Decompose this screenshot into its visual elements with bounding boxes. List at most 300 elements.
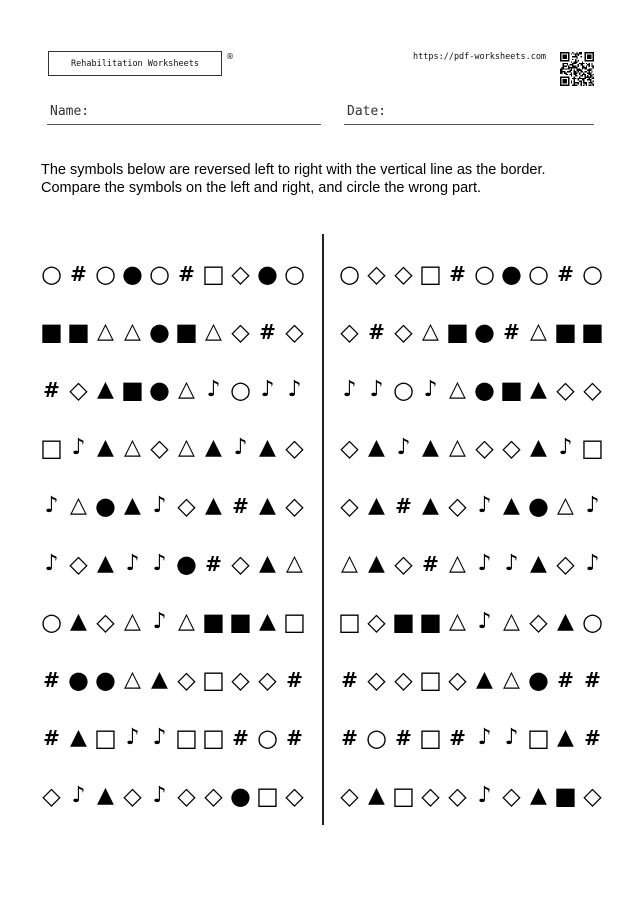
qr-module (561, 68, 562, 69)
qr-module (583, 72, 584, 73)
symbol-black-triangle: ▲ (530, 551, 547, 576)
qr-module (572, 52, 573, 53)
symbol-hash-sign: # (286, 668, 303, 692)
qr-module (587, 76, 588, 77)
symbol-hash-sign: # (449, 726, 466, 750)
symbol-black-circle: ● (230, 782, 251, 810)
qr-module (593, 76, 594, 77)
symbol-black-square: ■ (419, 608, 442, 636)
qr-module (574, 66, 575, 67)
qr-module (580, 70, 581, 71)
symbol-white-diamond: ◇ (502, 434, 521, 462)
symbol-white-diamond: ◇ (475, 434, 494, 462)
qr-module (584, 78, 585, 79)
symbol-music-note: ♪ (260, 377, 275, 402)
row-9-right-symbols (336, 726, 606, 750)
row-10-left-symbols (38, 784, 308, 808)
qr-module (560, 72, 561, 73)
symbol-black-square: ■ (554, 782, 577, 810)
symbol-white-diamond: ◇ (231, 666, 250, 694)
symbol-white-diamond: ◇ (258, 666, 277, 694)
symbol-black-triangle: ▲ (422, 493, 439, 518)
symbol-white-triangle: △ (178, 377, 195, 402)
symbol-black-circle: ● (122, 260, 143, 288)
qr-module (571, 74, 572, 75)
row-1-left-symbols (38, 262, 308, 286)
qr-module (563, 66, 564, 67)
qr-module (560, 70, 561, 71)
symbol-music-note: ♪ (44, 493, 59, 518)
qr-module (561, 70, 562, 71)
qr-module (574, 82, 575, 83)
qr-module (574, 78, 575, 79)
qr-module (571, 82, 572, 83)
qr-module (575, 60, 576, 61)
qr-module (580, 85, 581, 86)
qr-module (580, 75, 581, 76)
qr-module (565, 74, 566, 75)
qr-module (583, 81, 584, 82)
symbol-black-square: ■ (40, 318, 63, 346)
qr-module (590, 82, 591, 83)
qr-module (591, 82, 592, 83)
symbol-white-triangle: △ (286, 551, 303, 576)
qr-module (563, 67, 564, 68)
symbol-white-diamond: ◇ (394, 260, 413, 288)
symbol-white-circle: ○ (284, 260, 305, 288)
qr-module (578, 79, 579, 80)
qr-module (583, 63, 584, 64)
symbol-white-square: □ (94, 724, 117, 752)
symbol-white-triangle: △ (449, 609, 466, 634)
symbol-hash-sign: # (557, 668, 574, 692)
qr-module (568, 67, 569, 68)
qr-module (578, 70, 579, 71)
symbol-black-circle: ● (95, 492, 116, 520)
qr-module (589, 70, 590, 71)
symbol-black-triangle: ▲ (70, 725, 87, 750)
symbol-music-note: ♪ (504, 551, 519, 576)
qr-module (576, 82, 577, 83)
symbol-hash-sign: # (395, 494, 412, 518)
qr-module (583, 66, 584, 67)
symbol-music-note: ♪ (206, 377, 221, 402)
qr-module (591, 64, 592, 65)
symbol-hash-sign: # (43, 726, 60, 750)
symbol-black-square: ■ (175, 318, 198, 346)
qr-module (579, 78, 580, 79)
symbol-hash-sign: # (503, 320, 520, 344)
symbol-music-note: ♪ (152, 609, 167, 634)
symbol-black-circle: ● (528, 666, 549, 694)
qr-module (580, 56, 581, 57)
symbol-white-square: □ (202, 260, 225, 288)
qr-module (572, 64, 573, 65)
qr-module (586, 83, 587, 84)
symbol-black-square: ■ (446, 318, 469, 346)
symbol-music-note: ♪ (152, 725, 167, 750)
symbol-white-square: □ (338, 608, 361, 636)
symbol-black-circle: ● (149, 318, 170, 346)
qr-module (564, 63, 565, 64)
symbol-white-triangle: △ (124, 435, 141, 460)
qr-module (571, 68, 572, 69)
symbol-white-diamond: ◇ (556, 376, 575, 404)
symbol-black-triangle: ▲ (205, 435, 222, 460)
qr-module (593, 85, 594, 86)
qr-module (580, 83, 581, 84)
qr-module (572, 63, 573, 64)
qr-module (570, 70, 571, 71)
symbol-black-circle: ● (95, 666, 116, 694)
symbol-music-note: ♪ (71, 783, 86, 808)
symbol-white-diamond: ◇ (340, 782, 359, 810)
qr-module (587, 55, 591, 59)
qr-module (574, 74, 575, 75)
symbol-white-diamond: ◇ (448, 492, 467, 520)
qr-module (589, 64, 590, 65)
qr-module (575, 67, 576, 68)
symbol-black-triangle: ▲ (259, 435, 276, 460)
qr-module (587, 75, 588, 76)
qr-module (575, 59, 576, 60)
qr-module (572, 78, 573, 79)
qr-module (567, 71, 568, 72)
symbol-white-diamond: ◇ (394, 550, 413, 578)
symbol-white-diamond: ◇ (150, 434, 169, 462)
symbol-music-note: ♪ (152, 493, 167, 518)
qr-module (589, 85, 590, 86)
qr-module (579, 68, 580, 69)
qr-module (579, 63, 580, 64)
qr-module (582, 63, 583, 64)
qr-module (576, 52, 577, 53)
qr-module (578, 53, 579, 54)
qr-module (575, 62, 576, 63)
qr-module (582, 67, 583, 68)
qr-module (579, 53, 580, 54)
qr-module (583, 82, 584, 83)
qr-module (561, 67, 562, 68)
qr-module (570, 71, 571, 72)
symbol-black-circle: ● (176, 550, 197, 578)
symbol-hash-sign: # (43, 378, 60, 402)
qr-module (590, 72, 591, 73)
symbol-white-square: □ (419, 666, 442, 694)
symbol-music-note: ♪ (71, 435, 86, 460)
qr-module (575, 74, 576, 75)
qr-module (578, 60, 579, 61)
qr-module (565, 68, 566, 69)
qr-module (565, 66, 566, 67)
symbol-music-note: ♪ (152, 551, 167, 576)
symbol-music-note: ♪ (152, 783, 167, 808)
qr-module (575, 72, 576, 73)
symbol-white-diamond: ◇ (367, 608, 386, 636)
symbol-white-diamond: ◇ (583, 376, 602, 404)
qr-module (583, 85, 584, 86)
qr-module (574, 72, 575, 73)
qr-module (586, 82, 587, 83)
symbol-black-triangle: ▲ (259, 493, 276, 518)
name-label: Name: (50, 104, 90, 119)
qr-module (593, 83, 594, 84)
qr-module (572, 59, 573, 60)
symbol-white-triangle: △ (178, 609, 195, 634)
symbol-black-triangle: ▲ (368, 551, 385, 576)
symbol-black-triangle: ▲ (97, 551, 114, 576)
qr-module (571, 67, 572, 68)
symbol-white-triangle: △ (557, 493, 574, 518)
symbol-black-triangle: ▲ (368, 493, 385, 518)
qr-module (576, 70, 577, 71)
qr-module (574, 85, 575, 86)
symbol-music-note: ♪ (558, 435, 573, 460)
qr-module (579, 74, 580, 75)
symbol-black-triangle: ▲ (124, 493, 141, 518)
symbol-hash-sign: # (70, 262, 87, 286)
symbol-white-diamond: ◇ (69, 550, 88, 578)
qr-module (575, 56, 576, 57)
qr-module (575, 75, 576, 76)
qr-module (584, 83, 585, 84)
name-field-line (47, 124, 321, 125)
symbol-black-triangle: ▲ (557, 609, 574, 634)
qr-module (579, 52, 580, 53)
symbol-white-triangle: △ (530, 319, 547, 344)
qr-module (580, 52, 581, 53)
qr-code-icon (560, 52, 594, 86)
symbol-music-note: ♪ (585, 551, 600, 576)
qr-module (590, 74, 591, 75)
qr-module (578, 64, 579, 65)
qr-module (593, 78, 594, 79)
symbol-white-square: □ (202, 666, 225, 694)
symbol-black-triangle: ▲ (503, 493, 520, 518)
qr-module (589, 82, 590, 83)
symbol-white-circle: ○ (582, 608, 603, 636)
symbol-white-triangle: △ (341, 551, 358, 576)
qr-module (575, 82, 576, 83)
qr-module (579, 76, 580, 77)
qr-module (572, 66, 573, 67)
symbol-black-circle: ● (528, 492, 549, 520)
qr-module (593, 81, 594, 82)
symbol-white-square: □ (256, 782, 279, 810)
qr-module (563, 68, 564, 69)
qr-module (563, 63, 564, 64)
symbol-white-triangle: △ (205, 319, 222, 344)
qr-module (576, 72, 577, 73)
qr-module (568, 71, 569, 72)
qr-module (586, 68, 587, 69)
qr-module (571, 64, 572, 65)
symbol-white-diamond: ◇ (556, 550, 575, 578)
qr-module (591, 71, 592, 72)
symbol-white-diamond: ◇ (285, 492, 304, 520)
brand-box (48, 51, 222, 76)
symbol-black-triangle: ▲ (368, 435, 385, 460)
qr-module (589, 72, 590, 73)
qr-module (571, 62, 572, 63)
qr-module (571, 53, 572, 54)
qr-module (575, 78, 576, 79)
qr-module (582, 78, 583, 79)
row-7-left-symbols (38, 610, 308, 634)
symbol-white-diamond: ◇ (340, 434, 359, 462)
symbol-white-diamond: ◇ (394, 318, 413, 346)
symbol-black-square: ■ (229, 608, 252, 636)
qr-module (574, 53, 575, 54)
qr-module (580, 64, 581, 65)
row-4-left-symbols (38, 436, 308, 460)
symbol-white-diamond: ◇ (177, 782, 196, 810)
qr-module (574, 76, 575, 77)
qr-module (564, 72, 565, 73)
symbol-hash-sign: # (259, 320, 276, 344)
symbol-black-circle: ● (474, 376, 495, 404)
qr-module (582, 74, 583, 75)
qr-module (568, 68, 569, 69)
symbol-hash-sign: # (557, 262, 574, 286)
symbol-black-triangle: ▲ (205, 493, 222, 518)
symbol-white-diamond: ◇ (42, 782, 61, 810)
qr-module (589, 74, 590, 75)
qr-module (576, 85, 577, 86)
symbol-hash-sign: # (205, 552, 222, 576)
symbol-white-triangle: △ (449, 551, 466, 576)
qr-module (575, 85, 576, 86)
qr-module (564, 68, 565, 69)
qr-module (567, 63, 568, 64)
qr-module (582, 64, 583, 65)
symbol-white-circle: ○ (149, 260, 170, 288)
symbol-music-note: ♪ (125, 725, 140, 750)
qr-module (576, 68, 577, 69)
qr-module (563, 55, 567, 59)
symbol-white-diamond: ◇ (204, 782, 223, 810)
qr-module (586, 76, 587, 77)
symbol-black-triangle: ▲ (151, 667, 168, 692)
registered-mark: ® (226, 52, 234, 61)
qr-module (564, 66, 565, 67)
qr-module (591, 75, 592, 76)
symbol-music-note: ♪ (477, 783, 492, 808)
symbol-music-note: ♪ (477, 493, 492, 518)
symbol-white-diamond: ◇ (69, 376, 88, 404)
qr-module (575, 71, 576, 72)
qr-module (582, 66, 583, 67)
row-6-left-symbols (38, 552, 308, 576)
qr-module (584, 82, 585, 83)
symbol-music-note: ♪ (44, 551, 59, 576)
qr-module (589, 66, 590, 67)
symbol-white-diamond: ◇ (285, 782, 304, 810)
symbol-music-note: ♪ (585, 493, 600, 518)
symbol-white-diamond: ◇ (231, 318, 250, 346)
symbol-white-diamond: ◇ (231, 260, 250, 288)
qr-module (590, 70, 591, 71)
qr-module (584, 71, 585, 72)
symbol-white-triangle: △ (70, 493, 87, 518)
symbol-music-note: ♪ (477, 609, 492, 634)
qr-module (591, 83, 592, 84)
qr-module (583, 67, 584, 68)
qr-module (560, 71, 561, 72)
qr-module (591, 78, 592, 79)
symbol-black-square: ■ (500, 376, 523, 404)
site-url: https://pdf-worksheets.com (413, 52, 547, 62)
symbol-white-diamond: ◇ (96, 608, 115, 636)
symbol-white-diamond: ◇ (367, 260, 386, 288)
qr-module (584, 76, 585, 77)
qr-module (586, 67, 587, 68)
symbol-black-triangle: ▲ (476, 667, 493, 692)
qr-module (563, 64, 564, 65)
qr-module (584, 68, 585, 69)
qr-module (574, 79, 575, 80)
qr-module (563, 71, 564, 72)
symbol-black-triangle: ▲ (97, 435, 114, 460)
symbol-white-triangle: △ (449, 377, 466, 402)
symbol-white-triangle: △ (422, 319, 439, 344)
qr-module (584, 74, 585, 75)
symbol-hash-sign: # (422, 552, 439, 576)
symbol-black-circle: ● (68, 666, 89, 694)
qr-module (567, 64, 568, 65)
instruction-line-2: Compare the symbols on the left and right, and circle the wrong part. (41, 180, 482, 196)
date-field-line (344, 124, 594, 125)
row-2-right-symbols (336, 320, 606, 344)
qr-module (589, 63, 590, 64)
symbol-black-square: ■ (67, 318, 90, 346)
symbol-white-diamond: ◇ (448, 666, 467, 694)
qr-module (589, 76, 590, 77)
qr-module (591, 63, 592, 64)
symbol-white-diamond: ◇ (502, 782, 521, 810)
qr-module (571, 72, 572, 73)
symbol-music-note: ♪ (504, 725, 519, 750)
qr-module (590, 76, 591, 77)
qr-module (570, 64, 571, 65)
symbol-music-note: ♪ (423, 377, 438, 402)
qr-module (590, 85, 591, 86)
qr-module (568, 66, 569, 67)
symbol-hash-sign: # (368, 320, 385, 344)
qr-module (591, 68, 592, 69)
symbol-white-circle: ○ (582, 260, 603, 288)
qr-module (582, 79, 583, 80)
qr-module (587, 70, 588, 71)
qr-module (593, 67, 594, 68)
row-10-right-symbols (336, 784, 606, 808)
row-2-left-symbols (38, 320, 308, 344)
qr-module (574, 83, 575, 84)
symbol-white-circle: ○ (41, 260, 62, 288)
qr-module (580, 78, 581, 79)
symbol-white-circle: ○ (257, 724, 278, 752)
qr-module (576, 57, 577, 58)
qr-module (575, 55, 576, 56)
symbol-white-diamond: ◇ (529, 608, 548, 636)
symbol-white-circle: ○ (41, 608, 62, 636)
qr-module (561, 71, 562, 72)
symbol-music-note: ♪ (125, 551, 140, 576)
qr-module (579, 70, 580, 71)
qr-module (574, 67, 575, 68)
qr-module (580, 82, 581, 83)
symbol-white-triangle: △ (503, 667, 520, 692)
